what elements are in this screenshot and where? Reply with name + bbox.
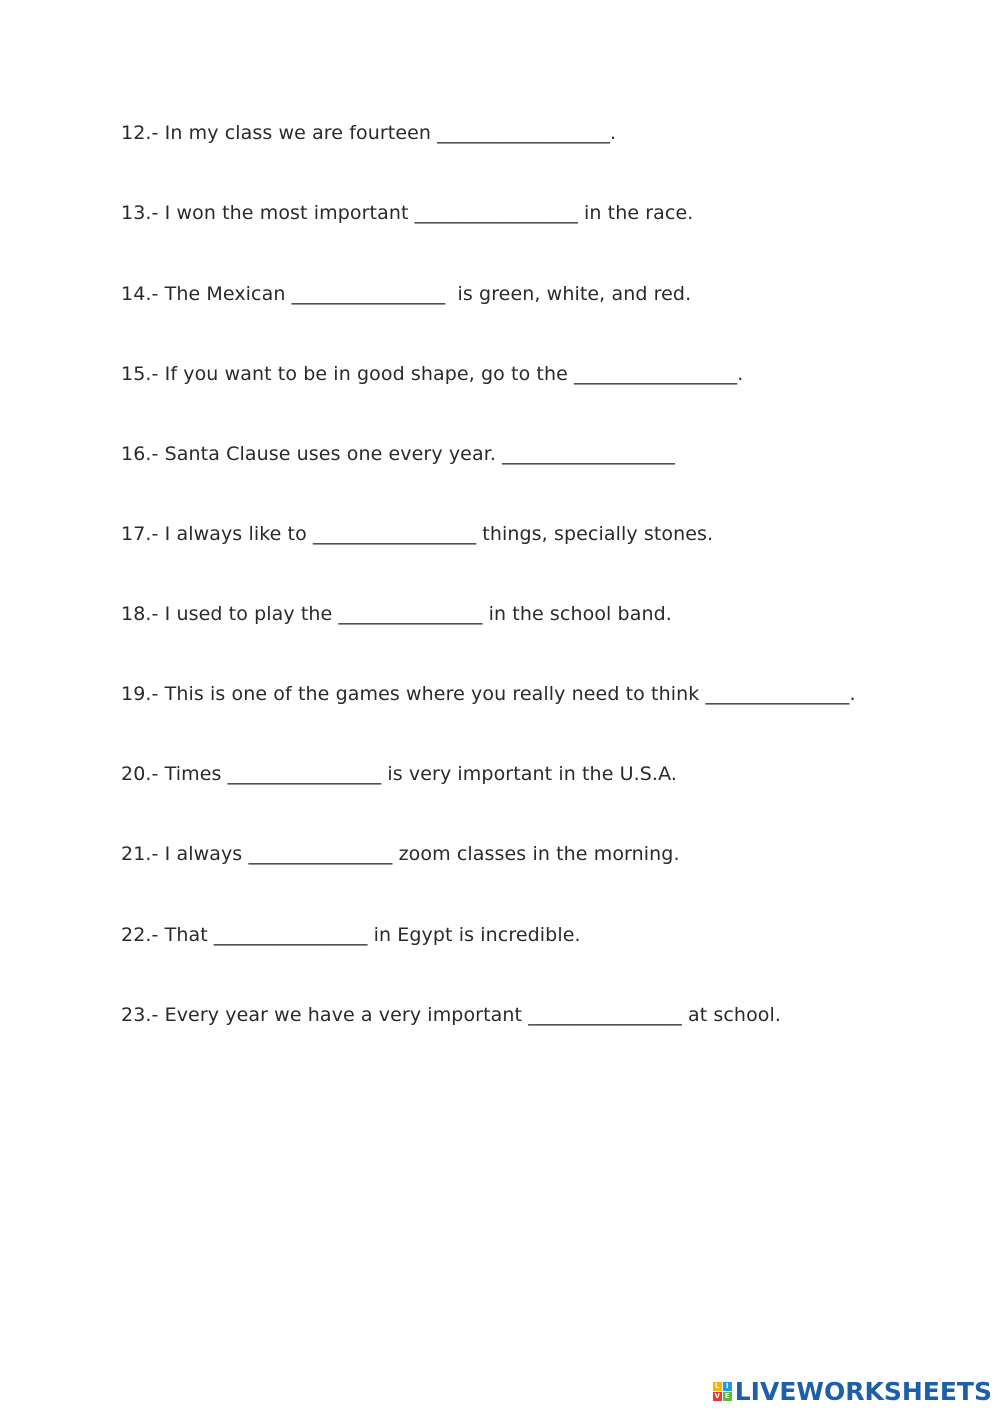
question-13: 13.- I won the most important _________________ in the race. — [121, 202, 694, 224]
question-23: 23.- Every year we have a very important ________________ at school. — [121, 1004, 782, 1026]
question-19: 19.- This is one of the games where you really need to think _______________. — [121, 683, 856, 705]
logo-mark-icon — [713, 1382, 732, 1401]
question-15: 15.- If you want to be in good shape, go to the _________________. — [121, 363, 744, 385]
question-12: 12.- In my class we are fourteen __________________. — [121, 122, 617, 144]
logo-text: LIVEWORKSHEETS — [734, 1376, 992, 1406]
question-18: 18.- I used to play the _______________ in the school band. — [121, 603, 672, 625]
logo-mark-letter: E — [723, 1392, 732, 1401]
question-17: 17.- I always like to _________________ things, specially stones. — [121, 523, 714, 545]
logo-mark-letter: V — [714, 1391, 720, 1400]
question-22: 22.- That ________________ in Egypt is incredible. — [121, 924, 581, 946]
question-14: 14.- The Mexican ________________ is green, white, and red. — [121, 283, 692, 305]
liveworksheets-logo — [713, 1377, 992, 1405]
question-16: 16.- Santa Clause uses one every year. __________________ — [121, 443, 675, 465]
logo-mark-letter: I — [723, 1382, 732, 1391]
question-21: 21.- I always _______________ zoom classes in the morning. — [121, 843, 680, 865]
logo-mark-letter: L — [713, 1382, 722, 1391]
question-20: 20.- Times ________________ is very important in the U.S.A. — [121, 763, 677, 785]
